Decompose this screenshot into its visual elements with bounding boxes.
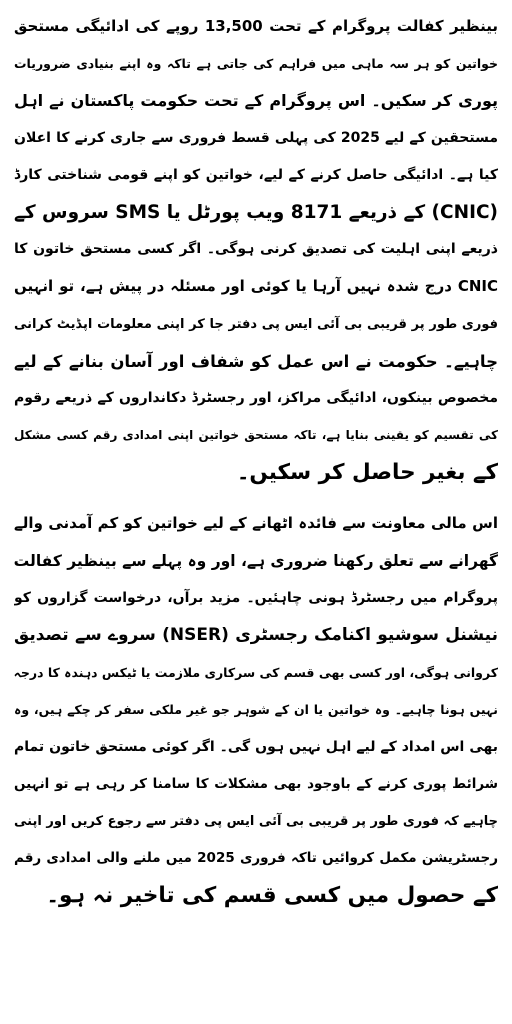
text-line: بینظیر کفالت پروگرام کے تحت 13,500 روپے کی ادائیگی مستحق [14, 17, 498, 35]
text-line: چاہیے کہ فوری طور پر قریبی بی آئی ایس پی دفتر سے رجوع کریں اور اپنی [14, 813, 498, 829]
text-line: (CNIC) کے ذریعے 8171 ویب پورٹل یا SMS سروس کے [14, 201, 498, 223]
text-line: کی تقسیم کو یقینی بنایا ہے، تاکہ مستحق خواتین اپنی امدادی رقم کسی مشکل [14, 428, 498, 443]
text-line: خواتین کو ہر سہ ماہی میں فراہم کی جاتی ہے تاکہ وہ اپنے بنیادی ضروریات [14, 56, 498, 72]
text-line: رجسٹریشن مکمل کروائیں تاکہ فروری 2025 میں ملنے والی امدادی رقم [14, 850, 498, 867]
text-line: بھی اس امداد کے لیے اہل نہیں ہوں گی۔ اگر کوئی مستحق خاتون تمام [14, 738, 498, 755]
text-line: پوری کر سکیں۔ اس پروگرام کے تحت حکومت پاکستان نے اہل [14, 91, 498, 111]
text-line: نہیں ہونا چاہیے۔ وہ خواتین یا ان کے شوہر جو غیر ملکی سفر کر چکے ہیں، وہ [14, 702, 498, 718]
paragraph-1 [14, 8, 498, 491]
paragraph-2 [14, 505, 498, 914]
text-line: فوری طور پر قریبی بی آئی ایس پی دفتر جا کر اپنی معلومات اپڈیٹ کرانی [14, 316, 498, 332]
text-line: ذریعے اپنی اہلیت کی تصدیق کرنی ہوگی۔ اگر کسی مستحق خاتون کا [14, 241, 498, 258]
text-line: کے حصول میں کسی قسم کی تاخیر نہ ہو۔ [46, 883, 498, 909]
text-line: کے بغیر حاصل کر سکیں۔ [236, 460, 498, 486]
text-line: کیا ہے۔ ادائیگی حاصل کرنے کے لیے، خواتین کو اپنے قومی شناختی کارڈ [14, 166, 498, 183]
text-line: چاہیے۔ حکومت نے اس عمل کو شفاف اور آسان بنانے کے لیے [14, 351, 498, 371]
text-line: مستحقین کے لیے 2025 کی پہلی قسط فروری سے جاری کرنے کا اعلان [14, 129, 498, 146]
text-line: نیشنل سوشیو اکنامک رجسٹری (NSER) سروے سے تصدیق [14, 625, 498, 645]
text-line: اس مالی معاونت سے فائدہ اٹھانے کے لیے خواتین کو کم آمدنی والے [14, 514, 498, 533]
text-line: شرائط پوری کرنے کے باوجود بھی مشکلات کا سامنا کر رہی ہے تو انہیں [14, 775, 498, 792]
text-line: گھرانے سے تعلق رکھنا ضروری ہے، اور وہ پہلے سے بینظیر کفالت [14, 551, 498, 570]
text-line: CNIC درج شدہ نہیں آرہا یا کوئی اور مسئلہ در پیش ہے، تو انہیں [14, 277, 498, 296]
text-line: کروانی ہوگی، اور کسی بھی قسم کی سرکاری ملازمت یا ٹیکس دہندہ کا درجہ [14, 665, 498, 681]
text-line: پروگرام میں رجسٹرڈ ہونی چاہئیں۔ مزید برآں، درخواست گزاروں کو [14, 589, 498, 606]
text-line: مخصوص بینکوں، ادائیگی مراکز، اور رجسٹرڈ دکانداروں کے ذریعے رقوم [14, 389, 498, 406]
